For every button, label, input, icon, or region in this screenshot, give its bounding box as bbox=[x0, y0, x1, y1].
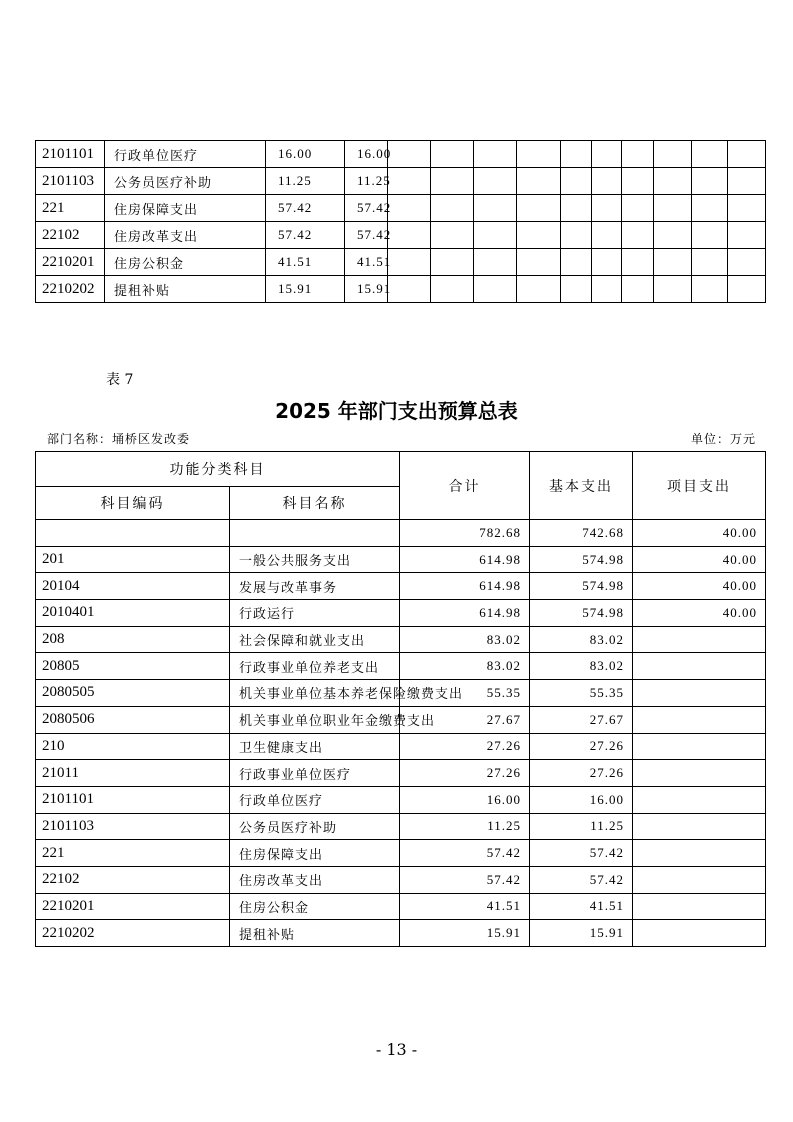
total-amount: 55.35 bbox=[400, 680, 530, 707]
account-code: 22102 bbox=[36, 222, 105, 249]
empty-cell bbox=[431, 141, 474, 168]
empty-cell bbox=[517, 222, 561, 249]
total-amount: 614.98 bbox=[400, 573, 530, 600]
project-amount bbox=[633, 840, 766, 867]
continued-expenditure-table bbox=[35, 140, 766, 303]
account-name: 提租补贴 bbox=[230, 920, 400, 947]
table-row bbox=[36, 813, 766, 840]
total-amount: 57.42 bbox=[266, 195, 345, 222]
basic-amount: 41.51 bbox=[530, 893, 633, 920]
empty-cell bbox=[728, 195, 766, 222]
table-row bbox=[36, 680, 766, 707]
account-name: 提租补贴 bbox=[105, 276, 266, 303]
basic-amount: 16.00 bbox=[345, 141, 388, 168]
account-name: 一般公共服务支出 bbox=[230, 546, 400, 573]
empty-cell bbox=[592, 276, 622, 303]
empty-cell bbox=[654, 195, 692, 222]
empty-cell bbox=[654, 141, 692, 168]
table-row bbox=[36, 546, 766, 573]
basic-amount: 574.98 bbox=[530, 573, 633, 600]
table-row bbox=[36, 786, 766, 813]
table-row bbox=[36, 600, 766, 627]
header-category: 功能分类科目 bbox=[36, 452, 400, 487]
empty-cell bbox=[474, 195, 517, 222]
account-name: 公务员医疗补助 bbox=[105, 168, 266, 195]
total-amount: 15.91 bbox=[400, 920, 530, 947]
empty-cell bbox=[692, 141, 728, 168]
empty-cell bbox=[622, 168, 654, 195]
empty-cell bbox=[654, 249, 692, 276]
account-name: 机关事业单位基本养老保险缴费支出 bbox=[230, 680, 400, 707]
basic-amount: 57.42 bbox=[345, 195, 388, 222]
account-code: 2010401 bbox=[36, 600, 230, 627]
empty-cell bbox=[517, 195, 561, 222]
account-code: 210 bbox=[36, 733, 230, 760]
table-row bbox=[36, 866, 766, 893]
empty-cell bbox=[622, 222, 654, 249]
table-row bbox=[36, 706, 766, 733]
project-amount: 40.00 bbox=[633, 546, 766, 573]
basic-amount: 55.35 bbox=[530, 680, 633, 707]
account-code bbox=[36, 520, 230, 547]
account-code: 2101103 bbox=[36, 813, 230, 840]
table-row bbox=[36, 733, 766, 760]
empty-cell bbox=[474, 249, 517, 276]
basic-amount: 57.42 bbox=[530, 866, 633, 893]
account-name: 行政事业单位养老支出 bbox=[230, 653, 400, 680]
account-code: 208 bbox=[36, 626, 230, 653]
project-amount bbox=[633, 893, 766, 920]
account-name: 发展与改革事务 bbox=[230, 573, 400, 600]
empty-cell bbox=[692, 168, 728, 195]
project-amount bbox=[633, 786, 766, 813]
total-amount: 57.42 bbox=[400, 840, 530, 867]
basic-amount: 11.25 bbox=[530, 813, 633, 840]
basic-amount: 574.98 bbox=[530, 546, 633, 573]
header-code: 科目编码 bbox=[36, 487, 230, 520]
empty-cell bbox=[517, 141, 561, 168]
empty-cell bbox=[728, 249, 766, 276]
empty-cell bbox=[561, 276, 592, 303]
table-row bbox=[36, 249, 766, 276]
total-amount: 57.42 bbox=[400, 866, 530, 893]
account-name: 住房保障支出 bbox=[230, 840, 400, 867]
department-name: 部门名称：埇桥区发改委 bbox=[47, 432, 191, 446]
basic-amount: 742.68 bbox=[530, 520, 633, 547]
total-amount: 782.68 bbox=[400, 520, 530, 547]
project-amount bbox=[633, 760, 766, 787]
account-name: 住房公积金 bbox=[105, 249, 266, 276]
empty-cell bbox=[388, 222, 431, 249]
total-amount: 614.98 bbox=[400, 546, 530, 573]
header-basic: 基本支出 bbox=[530, 452, 633, 520]
header-name: 科目名称 bbox=[230, 487, 400, 520]
basic-amount: 15.91 bbox=[530, 920, 633, 947]
account-name: 行政单位医疗 bbox=[230, 786, 400, 813]
empty-cell bbox=[592, 168, 622, 195]
account-code: 2210202 bbox=[36, 276, 105, 303]
empty-cell bbox=[561, 141, 592, 168]
empty-cell bbox=[654, 222, 692, 249]
account-code: 2210201 bbox=[36, 249, 105, 276]
total-amount: 83.02 bbox=[400, 653, 530, 680]
table-row bbox=[36, 893, 766, 920]
project-amount bbox=[633, 653, 766, 680]
total-amount: 16.00 bbox=[266, 141, 345, 168]
project-amount bbox=[633, 626, 766, 653]
account-name: 行政运行 bbox=[230, 600, 400, 627]
empty-cell bbox=[431, 168, 474, 195]
account-code: 2210201 bbox=[36, 893, 230, 920]
header-total: 合计 bbox=[400, 452, 530, 520]
total-amount: 27.26 bbox=[400, 760, 530, 787]
basic-amount: 27.26 bbox=[530, 760, 633, 787]
unit-label: 单位：万元 bbox=[690, 432, 756, 446]
table-row bbox=[36, 222, 766, 249]
basic-amount: 15.91 bbox=[345, 276, 388, 303]
project-amount: 40.00 bbox=[633, 520, 766, 547]
table-row bbox=[36, 276, 766, 303]
account-code: 2101101 bbox=[36, 141, 105, 168]
account-name: 住房公积金 bbox=[230, 893, 400, 920]
account-code: 20805 bbox=[36, 653, 230, 680]
total-amount: 11.25 bbox=[400, 813, 530, 840]
empty-cell bbox=[692, 222, 728, 249]
account-name: 公务员医疗补助 bbox=[230, 813, 400, 840]
basic-amount: 57.42 bbox=[345, 222, 388, 249]
total-amount: 27.67 bbox=[400, 706, 530, 733]
account-code: 221 bbox=[36, 195, 105, 222]
page-title: 2025 年部门支出预算总表 bbox=[275, 399, 518, 423]
account-code: 21011 bbox=[36, 760, 230, 787]
table-row bbox=[36, 520, 766, 547]
header-project: 项目支出 bbox=[633, 452, 766, 520]
project-amount bbox=[633, 733, 766, 760]
account-name bbox=[230, 520, 400, 547]
basic-amount: 27.67 bbox=[530, 706, 633, 733]
empty-cell bbox=[592, 141, 622, 168]
table-number-label: 表 7 bbox=[106, 372, 134, 388]
account-code: 20104 bbox=[36, 573, 230, 600]
empty-cell bbox=[474, 141, 517, 168]
empty-cell bbox=[474, 168, 517, 195]
basic-amount: 16.00 bbox=[530, 786, 633, 813]
empty-cell bbox=[654, 276, 692, 303]
table-row bbox=[36, 840, 766, 867]
basic-amount: 11.25 bbox=[345, 168, 388, 195]
account-code: 221 bbox=[36, 840, 230, 867]
total-amount: 57.42 bbox=[266, 222, 345, 249]
empty-cell bbox=[561, 222, 592, 249]
total-amount: 41.51 bbox=[266, 249, 345, 276]
total-amount: 15.91 bbox=[266, 276, 345, 303]
account-name: 卫生健康支出 bbox=[230, 733, 400, 760]
empty-cell bbox=[692, 249, 728, 276]
empty-cell bbox=[622, 195, 654, 222]
project-amount: 40.00 bbox=[633, 573, 766, 600]
empty-cell bbox=[592, 222, 622, 249]
empty-cell bbox=[388, 141, 431, 168]
basic-amount: 57.42 bbox=[530, 840, 633, 867]
account-code: 2101103 bbox=[36, 168, 105, 195]
empty-cell bbox=[474, 222, 517, 249]
total-amount: 27.26 bbox=[400, 733, 530, 760]
page-number: - 13 - bbox=[375, 1040, 418, 1059]
empty-cell bbox=[517, 276, 561, 303]
table-row bbox=[36, 760, 766, 787]
empty-cell bbox=[474, 276, 517, 303]
account-code: 2101101 bbox=[36, 786, 230, 813]
account-code: 2210202 bbox=[36, 920, 230, 947]
project-amount: 40.00 bbox=[633, 600, 766, 627]
account-name: 住房改革支出 bbox=[230, 866, 400, 893]
empty-cell bbox=[431, 276, 474, 303]
basic-amount: 83.02 bbox=[530, 653, 633, 680]
table-row bbox=[36, 168, 766, 195]
project-amount bbox=[633, 680, 766, 707]
empty-cell bbox=[692, 195, 728, 222]
basic-amount: 27.26 bbox=[530, 733, 633, 760]
empty-cell bbox=[388, 276, 431, 303]
empty-cell bbox=[728, 141, 766, 168]
empty-cell bbox=[431, 222, 474, 249]
account-code: 2080505 bbox=[36, 680, 230, 707]
expenditure-budget-table bbox=[35, 451, 766, 947]
total-amount: 16.00 bbox=[400, 786, 530, 813]
project-amount bbox=[633, 920, 766, 947]
basic-amount: 83.02 bbox=[530, 626, 633, 653]
account-code: 201 bbox=[36, 546, 230, 573]
empty-cell bbox=[517, 168, 561, 195]
empty-cell bbox=[622, 276, 654, 303]
empty-cell bbox=[592, 249, 622, 276]
empty-cell bbox=[728, 168, 766, 195]
empty-cell bbox=[388, 249, 431, 276]
account-name: 行政事业单位医疗 bbox=[230, 760, 400, 787]
empty-cell bbox=[388, 168, 431, 195]
basic-amount: 574.98 bbox=[530, 600, 633, 627]
account-code: 22102 bbox=[36, 866, 230, 893]
total-amount: 83.02 bbox=[400, 626, 530, 653]
table-row bbox=[36, 626, 766, 653]
empty-cell bbox=[654, 168, 692, 195]
account-code: 2080506 bbox=[36, 706, 230, 733]
empty-cell bbox=[561, 249, 592, 276]
table-row bbox=[36, 653, 766, 680]
empty-cell bbox=[728, 276, 766, 303]
table-row bbox=[36, 920, 766, 947]
table-row bbox=[36, 573, 766, 600]
empty-cell bbox=[561, 168, 592, 195]
table-row bbox=[36, 195, 766, 222]
empty-cell bbox=[561, 195, 592, 222]
account-name: 行政单位医疗 bbox=[105, 141, 266, 168]
account-name: 机关事业单位职业年金缴费支出 bbox=[230, 706, 400, 733]
empty-cell bbox=[431, 195, 474, 222]
empty-cell bbox=[692, 276, 728, 303]
empty-cell bbox=[517, 249, 561, 276]
account-name: 住房保障支出 bbox=[105, 195, 266, 222]
basic-amount: 41.51 bbox=[345, 249, 388, 276]
project-amount bbox=[633, 813, 766, 840]
total-amount: 11.25 bbox=[266, 168, 345, 195]
total-amount: 41.51 bbox=[400, 893, 530, 920]
project-amount bbox=[633, 866, 766, 893]
table-row bbox=[36, 141, 766, 168]
empty-cell bbox=[622, 141, 654, 168]
empty-cell bbox=[431, 249, 474, 276]
empty-cell bbox=[388, 195, 431, 222]
empty-cell bbox=[728, 222, 766, 249]
empty-cell bbox=[622, 249, 654, 276]
account-name: 社会保障和就业支出 bbox=[230, 626, 400, 653]
total-amount: 614.98 bbox=[400, 600, 530, 627]
account-name: 住房改革支出 bbox=[105, 222, 266, 249]
empty-cell bbox=[592, 195, 622, 222]
project-amount bbox=[633, 706, 766, 733]
